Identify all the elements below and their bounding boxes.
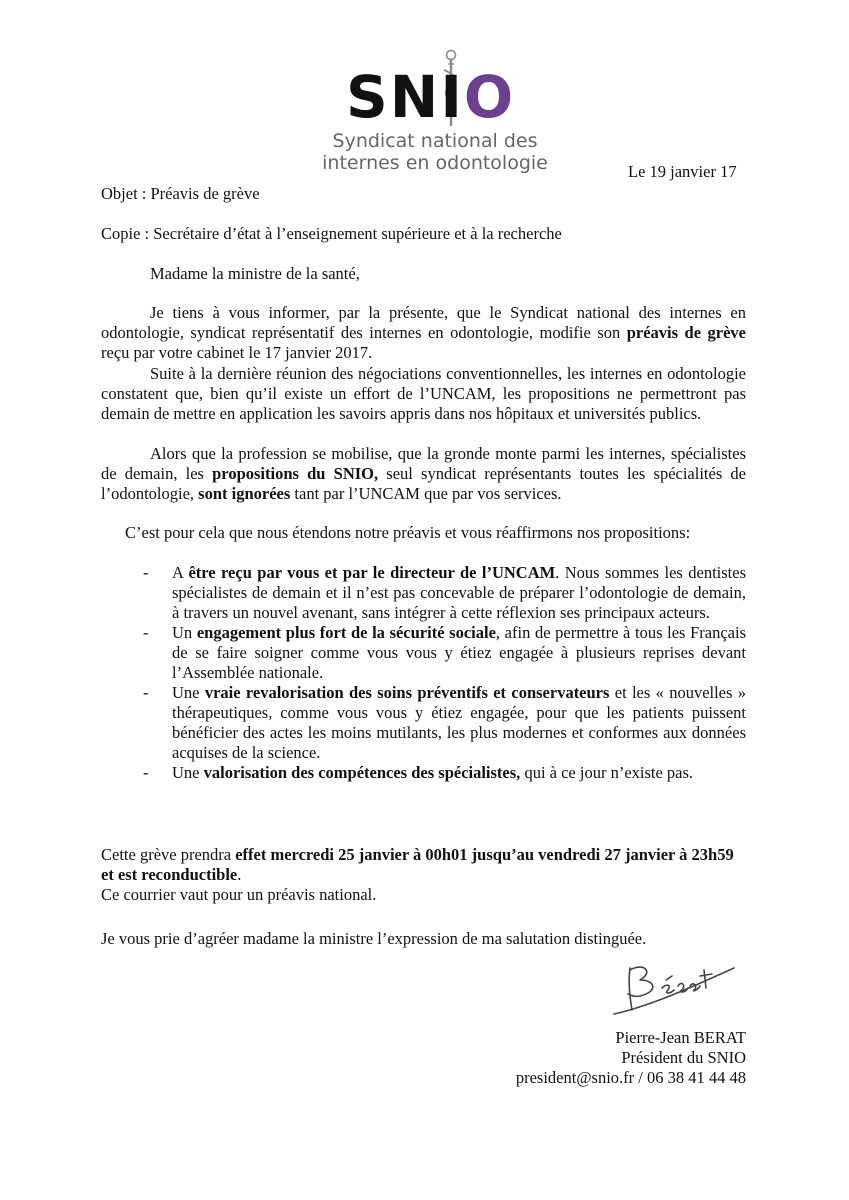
paragraph-mobilisation-bold-1: propositions du SNIO, — [212, 464, 379, 483]
paragraph-proposals-intro — [101, 523, 746, 543]
list-item-prefix: Un — [172, 623, 197, 642]
paragraph-negotiations-text: Suite à la dernière réunion des négociations conventionnelles, les internes en odontologie constatent que, bien qu’il existe un effort de l’UNCAM, les propositions ne permettront pas demain de mettre en application les savoirs appris dans nos hôpitaux et universités publics. — [101, 364, 746, 423]
paragraph-mobilisation — [101, 444, 746, 504]
list-item — [101, 623, 746, 683]
signer-name: Pierre-Jean BERAT — [615, 1028, 746, 1047]
list-item — [101, 683, 746, 763]
paragraph-intro — [101, 303, 746, 363]
strike-dates-text: Cette grève prendra — [101, 845, 236, 864]
list-bullet: - — [143, 563, 149, 582]
list-item-text: et les « nouvelles » thérapeutiques, comme vous vous y étiez engagée, pour que les patients puissent bénéficier des actes les moins mutilants, les plus modernes et conformes aux données acquises de la science. — [172, 683, 746, 762]
list-item — [101, 563, 746, 623]
list-bullet: - — [143, 683, 149, 702]
list-item-bold: vraie revalorisation des soins préventifs et conservateurs — [204, 683, 610, 702]
closing-formula — [101, 929, 746, 949]
handwritten-signature — [610, 958, 740, 1016]
org-name-line-2: internes en odontologie — [322, 152, 548, 174]
list-bullet: - — [143, 623, 149, 642]
proposals-list — [101, 563, 746, 783]
paragraph-strike-dates — [101, 845, 746, 905]
list-item-prefix: Une — [172, 763, 204, 782]
list-item-text: . Nous sommes les dentistes spécialistes de demain et il n’est pas concevable de préparer l’odontologie de demain, à travers un nouvel avenant, sans intégrer à cette réflexion ses principaux acteurs. — [172, 563, 747, 622]
list-bullet: - — [143, 763, 149, 782]
snio-logo — [300, 44, 570, 179]
paragraph-mobilisation-end: tant par l’UNCAM que par vos services. — [290, 484, 562, 503]
paragraph-proposals-intro-text: C’est pour cela que nous étendons notre préavis et vous réaffirmons nos propositions: — [125, 523, 691, 542]
subject-line: Objet : Préavis de grève — [101, 184, 260, 203]
logo-wordmark: SNIO — [346, 63, 516, 131]
paragraph-intro-end: reçu par votre cabinet le 17 janvier 2017. — [101, 343, 373, 362]
salutation: Madame la ministre de la santé, — [150, 264, 360, 283]
paragraph-intro-bold: préavis de grève — [626, 323, 746, 342]
national-notice-line: Ce courrier vaut pour un préavis national. — [101, 885, 377, 904]
list-item-text: qui à ce jour n’existe pas. — [520, 763, 694, 782]
paragraph-mobilisation-bold-2: sont ignorées — [198, 484, 291, 503]
org-name-line-1: Syndicat national des — [332, 130, 538, 152]
paragraph-negotiations — [101, 364, 746, 424]
list-item-prefix: A — [172, 563, 189, 582]
signer-title: Président du SNIO — [621, 1048, 746, 1067]
list-item-bold: engagement plus fort de la sécurité sociale — [196, 623, 496, 642]
list-item-bold: valorisation des compétences des spécialistes, — [203, 763, 521, 782]
signature-block — [516, 1028, 746, 1088]
strike-dates-end: . — [237, 865, 242, 884]
list-item-prefix: Une — [172, 683, 205, 702]
list-item — [101, 763, 746, 783]
paragraph-mobilisation-text-2: seul syndicat représentants toutes les spécialités de l’odontologie, — [101, 464, 747, 503]
strike-dates-bold: effet mercredi 25 janvier à 00h01 jusqu’au vendredi 27 janvier à 23h59 et est reconductible — [101, 845, 734, 884]
list-item-bold: être reçu par vous et par le directeur de l’UNCAM — [188, 563, 556, 582]
closing-formula-text: Je vous prie d’agréer madame la ministre l’expression de ma salutation distinguée. — [101, 929, 647, 948]
paragraph-mobilisation-text: Alors que la profession se mobilise, que la gronde monte parmi les internes, spécialistes de demain, les — [101, 444, 746, 483]
paragraph-intro-text: Je tiens à vous informer, par la présente, que le Syndicat national des internes en odontologie, syndicat représentatif des internes en odontologie, modifie son — [101, 303, 746, 342]
letter-date: Le 19 janvier 17 — [628, 162, 737, 181]
copy-line: Copie : Secrétaire d’état à l’enseignement supérieure et à la recherche — [101, 224, 562, 243]
list-item-text: , afin de permettre à tous les Français de se faire soigner comme vous vous y étiez engagée à plusieurs reprises devant l’Assemblée nationale. — [172, 623, 747, 682]
signer-contact: president@snio.fr / 06 38 41 44 48 — [515, 1068, 746, 1087]
